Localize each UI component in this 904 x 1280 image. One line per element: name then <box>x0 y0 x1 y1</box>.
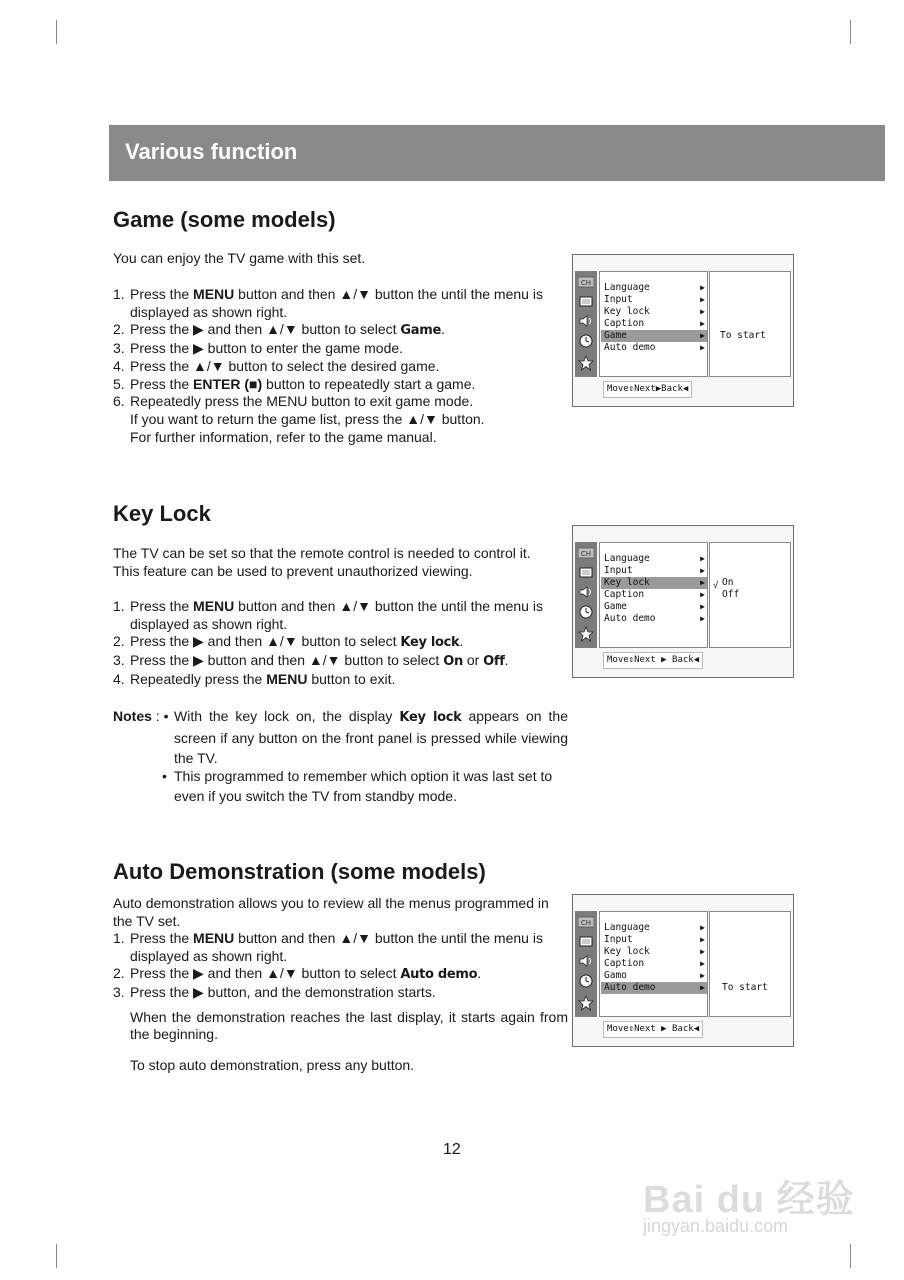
list-item: 3. Press the ▶ button, and the demonstration starts. <box>113 984 436 1001</box>
autodemo-para-1: When the demonstration reaches the last display, it starts again from the beginning. <box>130 1009 568 1042</box>
list-item: 3. Press the ▶ button to enter the game mode. <box>113 340 404 357</box>
nav-hint-bar: Move⇕Next▶Back◀ <box>603 381 692 398</box>
menu-item[interactable]: Language ▶ <box>604 922 705 933</box>
sound-icon <box>578 584 594 600</box>
autodemo-steps <box>113 930 569 1002</box>
keylock-steps <box>113 598 569 689</box>
menu-item[interactable]: Language ▶ <box>604 553 705 564</box>
list-item: 1. Press the MENU button and then ▲/▼ button the until the menu is displayed as shown right. <box>113 286 543 320</box>
game-intro: You can enjoy the TV game with this set. <box>113 250 366 266</box>
time-icon <box>578 973 594 989</box>
menu-item[interactable]: Auto demo ▶ <box>604 613 705 624</box>
channel-icon <box>578 914 594 930</box>
menu-item[interactable]: Auto demo ▶ <box>604 342 705 353</box>
menu-item[interactable]: Input ▶ <box>604 934 705 945</box>
picture-icon <box>578 933 594 949</box>
value-panel <box>709 542 791 648</box>
crop-mark <box>850 1244 851 1268</box>
menu-item[interactable]: Input ▶ <box>604 565 705 576</box>
keylock-heading: Key Lock <box>113 501 211 526</box>
value-text: To start <box>722 982 768 993</box>
menu-item[interactable]: Key lock ▶ <box>604 946 705 957</box>
menu-item-selected[interactable]: Key lock ▶ <box>601 577 707 589</box>
check-mark: √ <box>713 581 719 591</box>
note-2: This programmed to remember which option it was last set to even if you switch the TV from standby mode. <box>174 768 553 804</box>
list-item: If you want to return the game list, press the ▲/▼ button. <box>130 410 485 427</box>
list-item: 1. Press the MENU button and then ▲/▼ button the until the menu is displayed as shown right. <box>113 930 543 964</box>
list-item: 1. Press the MENU button and then ▲/▼ button the until the menu is displayed as shown right. <box>113 598 543 632</box>
tv-menu-screen-keylock <box>572 525 794 678</box>
menu-list <box>599 911 708 1017</box>
bullet: • <box>162 768 167 784</box>
autodemo-para-2: To stop auto demonstration, press any button. <box>130 1057 415 1073</box>
sound-icon <box>578 313 594 329</box>
menu-item[interactable]: Caption ▶ <box>604 318 705 329</box>
channel-icon <box>578 274 594 290</box>
channel-icon <box>578 545 594 561</box>
banner-title: Various function <box>125 139 298 164</box>
menu-list <box>599 542 708 648</box>
list-item: 4. Press the ▲/▼ button to select the desired game. <box>113 357 440 374</box>
option-on[interactable]: On <box>722 577 734 588</box>
value-text: To start <box>720 330 766 341</box>
list-item: 2. Press the ▶ and then ▲/▼ button to select Game. <box>113 321 445 339</box>
notes-label-wrap: Notes : • <box>113 708 169 724</box>
menu-item[interactable]: Gamo ▶ <box>604 970 705 981</box>
svg-text:CH: CH <box>580 279 592 287</box>
list-item: 6. Repeatedly press the MENU button to exit game mode. <box>113 393 474 410</box>
star-icon <box>578 995 594 1011</box>
autodemo-heading: Auto Demonstration (some models) <box>113 859 486 884</box>
menu-item-selected[interactable]: Game ▶ <box>601 330 707 342</box>
keylock-intro-2: This feature can be used to prevent unauthorized viewing. <box>113 563 473 579</box>
star-icon <box>578 355 594 371</box>
list-item: 2. Press the ▶ and then ▲/▼ button to select Auto demo. <box>113 965 482 983</box>
tv-menu-screen-game <box>572 254 794 407</box>
menu-list <box>599 271 708 377</box>
menu-item[interactable]: Caption ▶ <box>604 958 705 969</box>
watermark-url: jingyan.baidu.com <box>643 1216 789 1236</box>
list-item: 4. Repeatedly press the MENU button to exit. <box>113 670 396 687</box>
svg-text:CH: CH <box>580 919 592 927</box>
time-icon <box>578 604 594 620</box>
menu-item[interactable]: Language ▶ <box>604 282 705 293</box>
star-icon <box>578 626 594 642</box>
keylock-intro-1: The TV can be set so that the remote control is needed to control it. <box>113 545 531 561</box>
section-banner <box>109 125 885 181</box>
menu-icon-bar <box>575 542 597 648</box>
picture-icon <box>578 564 594 580</box>
picture-icon <box>578 293 594 309</box>
list-item: 3. Press the ▶ button and then ▲/▼ button to select On or Off. <box>113 652 509 670</box>
crop-mark <box>56 20 57 44</box>
value-panel <box>709 271 791 377</box>
menu-item-selected[interactable]: Auto demo ▶ <box>601 982 707 994</box>
menu-icon-bar <box>575 911 597 1017</box>
menu-item[interactable]: Input ▶ <box>604 294 705 305</box>
crop-mark <box>56 1244 57 1268</box>
game-steps <box>113 286 569 446</box>
note-1: With the key lock on, the display Key lock appears on the screen if any button on the front panel is pressed while viewing the TV. <box>174 708 569 766</box>
autodemo-intro: Auto demonstration allows you to review all the menus programmed in the TV set. <box>113 895 549 929</box>
nav-hint-bar: Move⇕Next ▶ Back◀ <box>603 1021 703 1038</box>
page-number: 12 <box>443 1141 461 1158</box>
notes-label: Notes <box>113 708 152 724</box>
watermark-logo: Bai du 经验 <box>643 1179 855 1221</box>
list-item: 5. Press the ENTER (■) button to repeatedly start a game. <box>113 375 476 392</box>
value-panel <box>709 911 791 1017</box>
list-item: 2. Press the ▶ and then ▲/▼ button to select Key lock. <box>113 633 464 651</box>
list-item: For further information, refer to the game manual. <box>130 428 437 445</box>
nav-hint-bar: Move⇕Next ▶ Back◀ <box>603 652 703 669</box>
sound-icon <box>578 953 594 969</box>
option-off[interactable]: Off <box>722 589 740 600</box>
svg-text:CH: CH <box>580 550 592 558</box>
menu-item[interactable]: Game ▶ <box>604 601 705 612</box>
menu-item[interactable]: Caption ▶ <box>604 589 705 600</box>
menu-icon-bar <box>575 271 597 377</box>
game-heading: Game (some models) <box>113 207 336 232</box>
crop-mark <box>850 20 851 44</box>
menu-item[interactable]: Key lock ▶ <box>604 306 705 317</box>
time-icon <box>578 333 594 349</box>
tv-menu-screen-autodemo <box>572 894 794 1047</box>
